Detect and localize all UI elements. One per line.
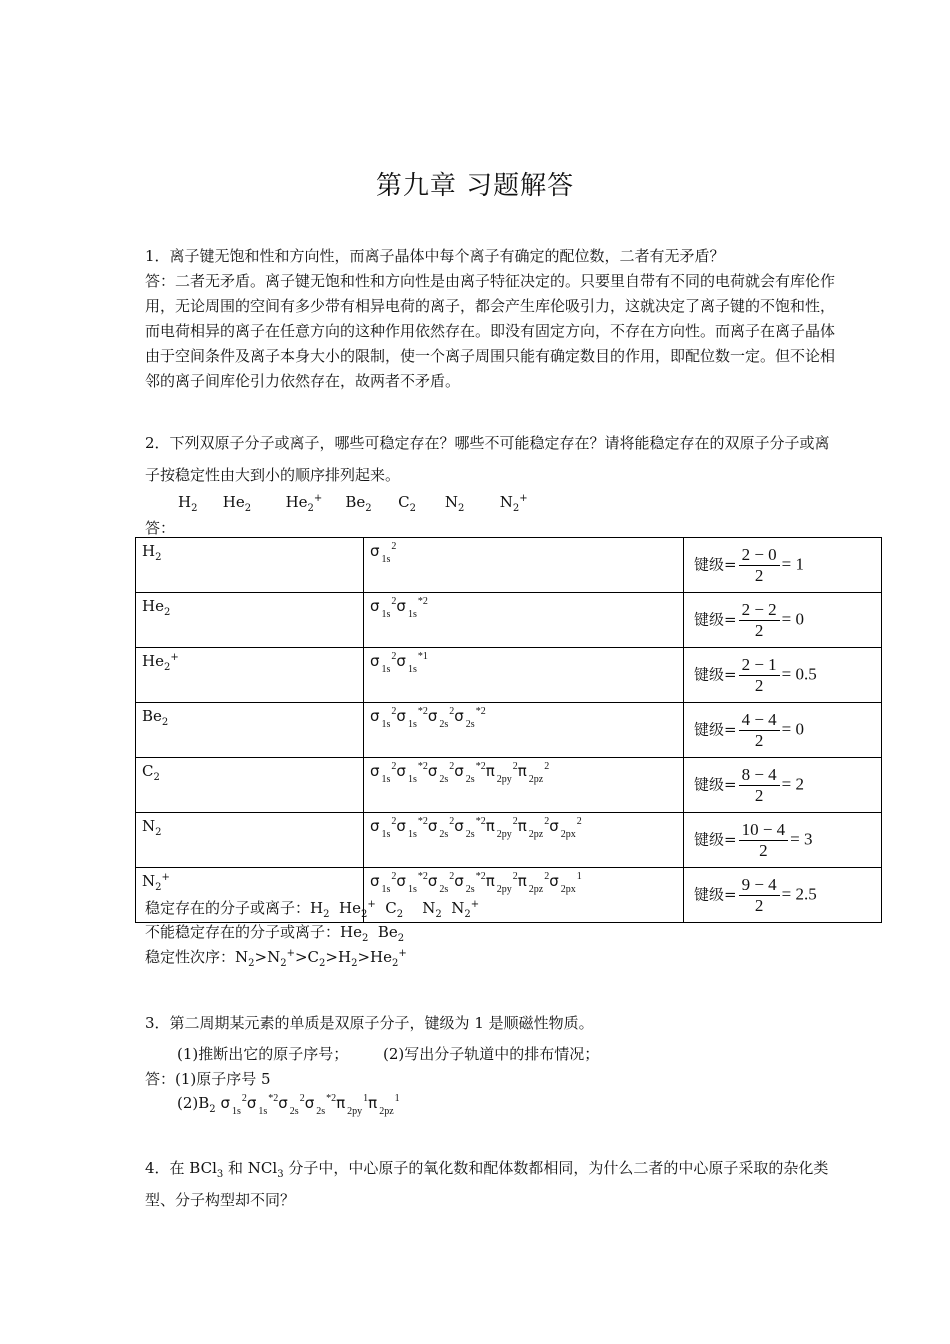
stable-list: 稳定存在的分子或离子：$H_2$ $He_2^+$ $C_2$ $N_2$ $N_2^+$ xyxy=(145,899,480,920)
question-3: 3．第二周期某元素的单质是双原子分子，键级为 1 是顺磁性物质。 xyxy=(145,1014,594,1032)
table-row: $N_2$ σ $_{1s}^2$σ $_{1s}^{*2}$σ $_{2s}^2$σ $_{2s}^{*2}$π $_{2py}^2$π $_{2pz}^2$σ $_{2px}^2$ 键级= $\frac{10 - 4}{2}$ = 3 xyxy=(136,813,882,868)
mo-table xyxy=(135,537,882,923)
molecule-list: $H_2$ $He_2$ $He_2^+$ $Be_2$ $C_2$ $N_2$ $N_2^+$ xyxy=(178,493,528,514)
answer-3-1: 答：(1)原子序号 5 xyxy=(145,1070,271,1088)
table-row: $He_2$ σ $_{1s}^2$σ $_{1s}^{*2}$ 键级= $\frac{2 - 2}{2}$ = 0 xyxy=(136,593,882,648)
question-3-sub2: (2)写出分子轨道中的排布情况； xyxy=(383,1045,600,1063)
answer-1: 答：二者无矛盾。离子键无饱和性和方向性是由离子特征决定的。只要里自带有不同的电荷就会有库伦作用，无论周围的空间有多少带有相异电荷的离子，都会产生库伦吸引力，这就决定了离子键的不饱和性，而电荷相异的离子在任意方向的这种作用依然存在。即没有固定方向，不存在方向性。而离子在离子晶体由于空间条件及离子本身大小的限制，使一个离子周围只能有确定数目的作用，即配位数一定。但不论相邻的离子间库伦引力依然存在，故两者不矛盾。 xyxy=(145,272,836,390)
question-2: 2．下列双原子分子或离子，哪些可稳定存在？哪些不可能稳定存在？请将能稳定存在的双原子分子或离子按稳定性由大到小的顺序排列起来。 xyxy=(145,434,830,484)
answer-2-label: 答： xyxy=(145,519,176,537)
table-row: $H_2$ σ $_{1s}^2$ 键级= $\frac{2 - 0}{2}$ = 1 xyxy=(136,538,882,593)
question-4: 4．在 BCl$_3$ 和 NCl$_3$ 分子中，中心原子的氧化数和配体数都相同，为什么二者的中心原子采取的杂化类型、分子构型却不同？ xyxy=(145,1159,829,1209)
question-1: 1．离子键无饱和性和方向性，而离子晶体中每个离子有确定的配位数，二者有无矛盾？ xyxy=(145,247,725,265)
answer-3-2: $(2)B_2$ σ $_{1s}^2$σ $_{1s}^{*2}$σ $_{2s}^2$σ $_{2s}^{*2}$π $_{2py}^1$π $_{2pz}^1$ xyxy=(177,1093,400,1117)
table-row: $He_2^+$ σ $_{1s}^2$σ $_{1s}^{*1}$ 键级= $\frac{2 - 1}{2}$ = 0.5 xyxy=(136,648,882,703)
table-row: $C_2$ σ $_{1s}^2$σ $_{1s}^{*2}$σ $_{2s}^2$σ $_{2s}^{*2}$π $_{2py}^2$π $_{2pz}^2$ 键级= $\frac{8 - 4}{2}$ = 2 xyxy=(136,758,882,813)
stability-order: 稳定性次序：$N_2>N_2^+>C_2>H_2>He_2^+$ xyxy=(145,948,407,969)
table-row: $Be_2$ σ $_{1s}^2$σ $_{1s}^{*2}$σ $_{2s}^2$σ $_{2s}^{*2}$ 键级= $\frac{4 - 4}{2}$ = 0 xyxy=(136,703,882,758)
unstable-list: 不能稳定存在的分子或离子：$He_2$ $Be_2$ xyxy=(145,923,405,944)
question-3-sub1: (1)推断出它的原子序号； xyxy=(177,1045,349,1063)
table-row: $N_2^+$ σ $_{1s}^2$σ $_{1s}^{*2}$σ $_{2s}^2$σ $_{2s}^{*2}$π $_{2py}^2$π $_{2pz}^2$σ $_{2px}^1$ 键级= $\frac{9 - 4}{2}$ = 2.5 xyxy=(136,868,882,923)
page-title: 第九章 习题解答 xyxy=(375,171,575,201)
